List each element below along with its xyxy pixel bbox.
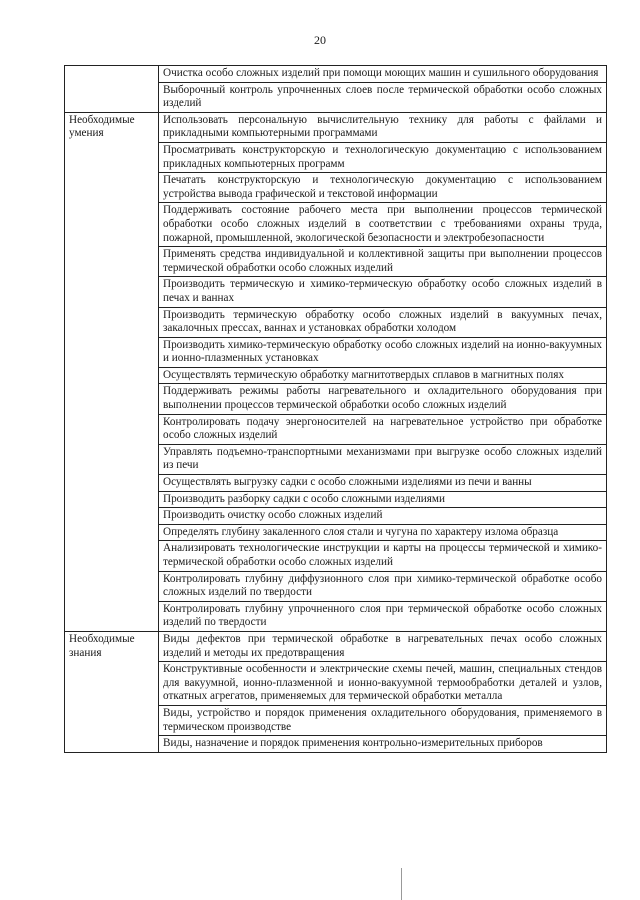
row-text: Выборочный контроль упрочненных слоев после термической обработки особо сложных изделий <box>159 82 607 112</box>
row-text: Поддерживать режимы работы нагревательного и охладительного оборудования при выполнении процессов термической обработки особо сложных изделий <box>159 384 607 414</box>
row-text: Контролировать глубину упрочненного слоя при термической обработке особо сложных изделий по твердости <box>159 601 607 631</box>
row-text: Осуществлять термическую обработку магнитотвердых сплавов в магнитных полях <box>159 367 607 384</box>
row-text: Определять глубину закаленного слоя стали и чугуна по характеру излома образца <box>159 524 607 541</box>
page-number: 20 <box>314 33 326 47</box>
row-text: Использовать персональную вычислительную технику для работы с файлами и прикладными компьютерными программами <box>159 112 607 142</box>
row-text: Производить термическую и химико-термическую обработку особо сложных изделий в печах и ваннах <box>159 277 607 307</box>
row-text: Поддерживать состояние рабочего места при выполнении процессов термической обработки особо сложных изделий в соответствии с требованиями охраны труда, пожарной, промышленной, экологической безопасности и электробезопасности <box>159 203 607 247</box>
table-row <box>65 66 607 83</box>
row-text: Применять средства индивидуальной и коллективной защиты при выполнении процессов термической обработки особо сложных изделий <box>159 247 607 277</box>
category-cell <box>65 66 159 113</box>
category-cell-knowledge: Необходимые знания <box>65 631 159 752</box>
row-text: Виды дефектов при термической обработке в нагревательных печах особо сложных изделий и методы их предотвращения <box>159 631 607 661</box>
scan-margin-line <box>401 868 402 900</box>
row-text: Производить разборку садки с особо сложными изделиями <box>159 491 607 508</box>
table-row <box>65 112 607 142</box>
competency-table <box>64 65 607 753</box>
row-text: Конструктивные особенности и электрические схемы печей, машин, специальных стендов для вакуумной, ионно-плазменной и ионно-вакуумной термообработки деталей и узлов, откатных агрегатов, применяемых для термической обработки металла <box>159 662 607 706</box>
row-text: Просматривать конструкторскую и технологическую документацию с использованием прикладных компьютерных программ <box>159 142 607 172</box>
row-text: Печатать конструкторскую и технологическую документацию с использованием устройства вывода графической и текстовой информации <box>159 173 607 203</box>
row-text: Очистка особо сложных изделий при помощи моющих машин и сушильного оборудования <box>159 66 607 83</box>
row-text: Производить термическую обработку особо сложных изделий в вакуумных печах, закалочных прессах, ваннах и установках обработки холодом <box>159 307 607 337</box>
row-text: Осуществлять выгрузку садки с особо сложными изделиями из печи и ванны <box>159 475 607 492</box>
row-text: Анализировать технологические инструкции и карты на процессы термической и химико-термической обработки особо сложных изделий <box>159 541 607 571</box>
category-cell-skills: Необходимые умения <box>65 112 159 631</box>
row-text: Контролировать подачу энергоносителей на нагревательное устройство при обработке особо сложных изделий <box>159 414 607 444</box>
table-row <box>65 631 607 661</box>
row-text: Управлять подъемно-транспортными механизмами при выгрузке особо сложных изделий из печи <box>159 444 607 474</box>
row-text: Виды, устройство и порядок применения охладительного оборудования, применяемого в термическом производстве <box>159 705 607 735</box>
row-text: Производить химико-термическую обработку особо сложных изделий на ионно-вакуумных и ионно-плазменных установках <box>159 337 607 367</box>
row-text: Контролировать глубину диффузионного слоя при химико-термической обработке особо сложных изделий по твердости <box>159 571 607 601</box>
row-text: Виды, назначение и порядок применения контрольно-измерительных приборов <box>159 736 607 753</box>
row-text: Производить очистку особо сложных изделий <box>159 508 607 525</box>
